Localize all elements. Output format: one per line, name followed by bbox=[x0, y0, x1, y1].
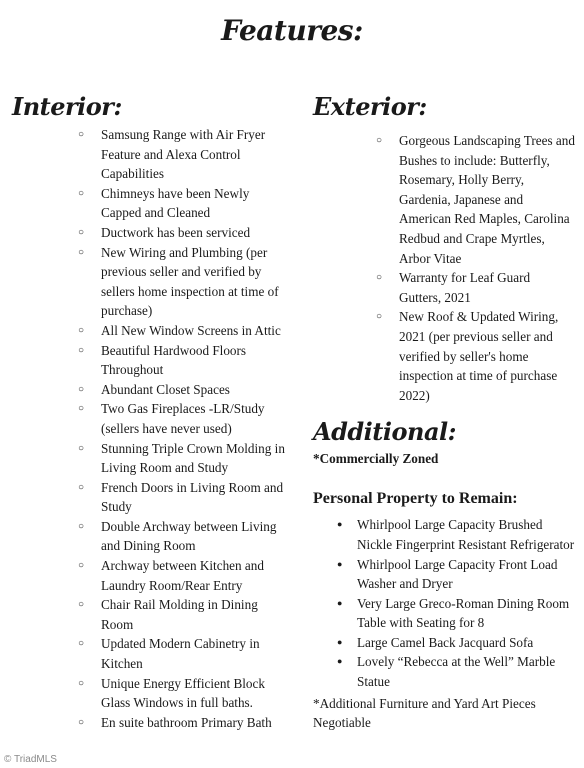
list-item: ○ Samsung Range with Air Fryer Feature and Alexa Control Capabilities bbox=[12, 125, 291, 184]
list-item: ○ Double Archway between Living and Dining Room bbox=[12, 517, 291, 556]
interior-section bbox=[12, 92, 292, 732]
interior-list bbox=[12, 125, 292, 732]
exterior-list bbox=[313, 131, 575, 405]
personal-property-list bbox=[313, 515, 575, 691]
list-item: ● Whirlpool Large Capacity Brushed Nickle Fingerprint Resistant Refrigerator bbox=[313, 515, 575, 554]
list-item: ○ Stunning Triple Crown Molding in Living Room and Study bbox=[12, 439, 291, 478]
list-item: ○ Chair Rail Molding in Dining Room bbox=[12, 595, 291, 634]
list-item: ○ Updated Modern Cabinetry in Kitchen bbox=[12, 634, 291, 673]
list-item: ○ Abundant Closet Spaces bbox=[12, 380, 291, 400]
list-item: ○ Chimneys have been Newly Capped and Cleaned bbox=[12, 184, 291, 223]
list-item: ○ New Roof & Updated Wiring, 2021 (per previous seller and verified by seller's home inspection at time of purchase 2022) bbox=[313, 307, 575, 405]
list-item: ● Very Large Greco-Roman Dining Room Table with Seating for 8 bbox=[313, 594, 575, 633]
page-title: Features: bbox=[221, 14, 363, 47]
right-column bbox=[313, 92, 575, 733]
list-item: ○ Two Gas Fireplaces -LR/Study (sellers have never used) bbox=[12, 399, 291, 438]
list-item: ● Whirlpool Large Capacity Front Load Washer and Dryer bbox=[313, 555, 575, 594]
zoning-note: *Commercially Zoned bbox=[313, 451, 439, 467]
list-item: ○ Beautiful Hardwood Floors Throughout bbox=[12, 341, 291, 380]
watermark: © TriadMLS bbox=[4, 754, 57, 765]
list-item: ○ French Doors in Living Room and Study bbox=[12, 478, 291, 517]
list-item: ○ Warranty for Leaf Guard Gutters, 2021 bbox=[313, 268, 575, 307]
list-item: ● Large Camel Back Jacquard Sofa bbox=[313, 633, 575, 653]
list-item: ○ Archway between Kitchen and Laundry Room/Rear Entry bbox=[12, 556, 291, 595]
list-item: ● Lovely “Rebecca at the Well” Marble Statue bbox=[313, 652, 575, 691]
interior-heading: Interior: bbox=[12, 92, 122, 121]
list-item: ○ All New Window Screens in Attic bbox=[12, 321, 291, 341]
personal-property-heading: Personal Property to Remain: bbox=[313, 490, 518, 508]
list-item: ○ New Wiring and Plumbing (per previous seller and verified by sellers home inspection at time of purchase) bbox=[12, 243, 291, 321]
list-item: ○ Unique Energy Efficient Block Glass Windows in full baths. bbox=[12, 674, 291, 713]
furniture-note: *Additional Furniture and Yard Art Pieces Negotiable bbox=[313, 695, 536, 731]
exterior-heading: Exterior: bbox=[313, 92, 427, 121]
list-item: ○ Gorgeous Landscaping Trees and Bushes to include: Butterfly, Rosemary, Holly Berry, Gardenia, Japanese and American Red Maples, Carolina Redbud and Crape Myrtles, Arbor Vitae bbox=[313, 131, 575, 268]
list-item: ○ Ductwork has been serviced bbox=[12, 223, 291, 243]
additional-heading: Additional: bbox=[313, 417, 456, 447]
list-item: ○ En suite bathroom Primary Bath bbox=[12, 713, 291, 733]
